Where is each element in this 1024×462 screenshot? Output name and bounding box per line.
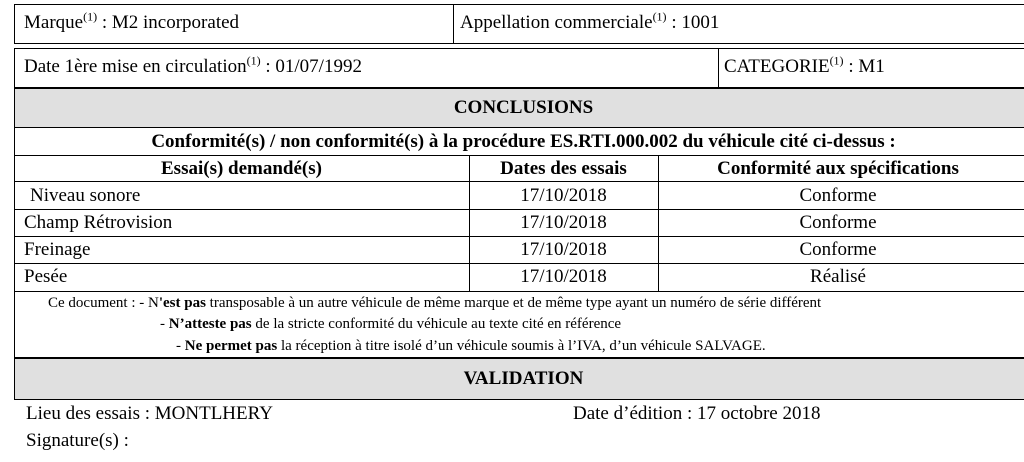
row-divider [14, 236, 1024, 237]
row-essai: Pesée [24, 266, 68, 287]
row-conformite: Réalisé [810, 266, 866, 287]
note-line-1-prefix: Ce document : - N [48, 295, 159, 311]
row-essai: Niveau sonore [30, 185, 141, 206]
row-essai: Champ Rétrovision [24, 212, 173, 233]
date-text [24, 53, 362, 78]
note-line-1-bold: 'est pas [158, 295, 206, 311]
date-edition: Date d’édition : 17 octobre 2018 [573, 403, 821, 424]
row-date: 17/10/2018 [520, 212, 607, 233]
appellation-text [460, 9, 720, 34]
signature-label: Signature(s) : [26, 430, 129, 451]
row-date: 17/10/2018 [520, 185, 607, 206]
marque-value: : M2 incorporated [97, 12, 240, 33]
categorie-footnote: (1) [829, 53, 844, 68]
header-essai: Essai(s) demandé(s) [161, 158, 322, 179]
categorie-text [724, 53, 885, 78]
note-line-3 [176, 338, 766, 355]
categorie-label: CATEGORIE [724, 56, 830, 77]
header-conformite: Conformité aux spécifications [717, 158, 959, 179]
header-divider [14, 181, 1024, 182]
note-line-3-rest: la réception à titre isolé d’un véhicule soumis à l’IVA, d’un véhicule SALVAGE. [277, 338, 766, 354]
marque-label: Marque [24, 12, 84, 33]
appellation-value: : 1001 [666, 12, 720, 33]
date-label: Date 1ère mise en circulation [24, 56, 247, 77]
marque-text [24, 9, 240, 34]
note-line-1 [48, 295, 1024, 312]
row-conformite: Conforme [799, 239, 877, 260]
row-divider [14, 263, 1024, 264]
note-line-2 [160, 316, 621, 333]
note-line-2-bold: N’atteste pas [168, 316, 252, 332]
row-date: 17/10/2018 [520, 239, 607, 260]
row-date: 17/10/2018 [520, 266, 607, 287]
date-footnote: (1) [246, 53, 261, 68]
row-essai: Freinage [24, 239, 91, 260]
categorie-value: : M1 [843, 56, 885, 77]
lieu-essais: Lieu des essais : MONTLHERY [26, 403, 273, 424]
conclusions-title: CONCLUSIONS [14, 88, 1024, 128]
appellation-footnote: (1) [652, 9, 667, 24]
appellation-label: Appellation commerciale [460, 12, 653, 33]
conclusions-subtitle: Conformité(s) / non conformité(s) à la procédure ES.RTI.000.002 du véhicule cité ci-dessus : [14, 127, 1024, 156]
note-line-2-rest: de la stricte conformité du véhicule au texte cité en référence [251, 316, 622, 332]
row-conformite: Conforme [799, 185, 877, 206]
validation-title: VALIDATION [14, 358, 1024, 400]
note-line-1-rest: transposable à un autre véhicule de même marque et de même type ayant un numéro de série différent [205, 295, 822, 311]
row-divider [14, 209, 1024, 210]
note-line-2-prefix: - [160, 316, 169, 332]
note-line-3-prefix: - [176, 338, 185, 354]
marque-footnote: (1) [83, 9, 98, 24]
header-dates: Dates des essais [500, 158, 627, 179]
note-line-3-bold: Ne permet pas [184, 338, 278, 354]
row-conformite: Conforme [799, 212, 877, 233]
date-value: : 01/07/1992 [260, 56, 362, 77]
